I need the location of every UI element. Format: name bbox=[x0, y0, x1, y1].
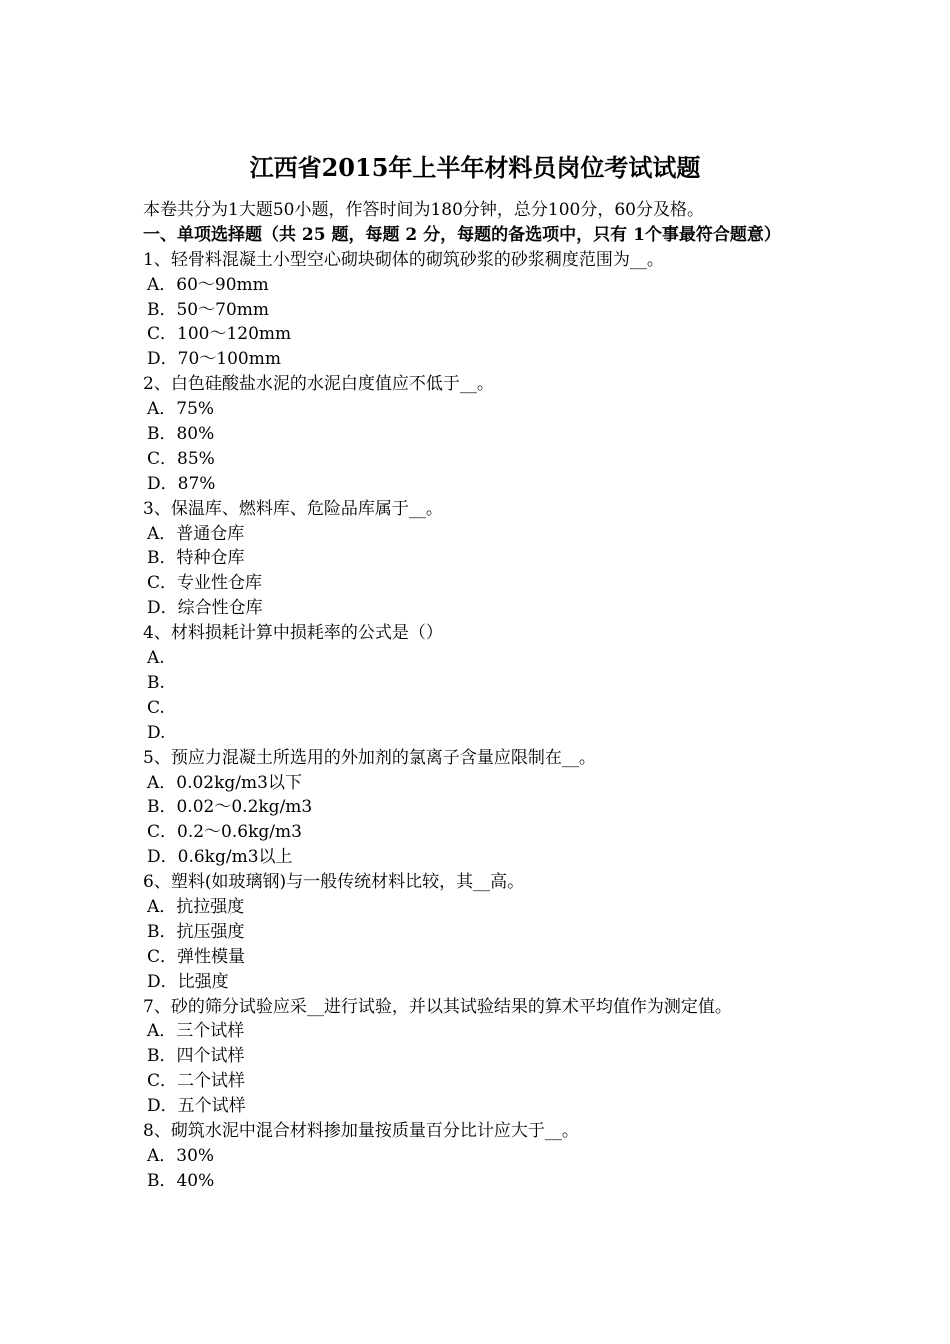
document-title: 江西省2015年上半年材料员岗位考试试题 bbox=[249, 153, 701, 182]
section-heading: 一、单项选择题（共 25 题，每题 2 分，每题的备选项中，只有 1个事最符合题意） bbox=[143, 224, 781, 245]
option-b: B．四个试样 bbox=[147, 1046, 245, 1067]
option-a: A．抗拉强度 bbox=[147, 896, 245, 917]
question-stem: 6、塑料(如玻璃钢)与一般传统材料比较，其__高。 bbox=[143, 872, 525, 893]
option-a: A．30% bbox=[147, 1145, 215, 1166]
option-d: D．0.6kg/m3以上 bbox=[147, 847, 293, 868]
question-stem: 4、材料损耗计算中损耗率的公式是（） bbox=[143, 623, 443, 644]
intro-text: 本卷共分为1大题50小题，作答时间为180分钟，总分100分，60分及格。 bbox=[143, 200, 704, 220]
option-d: D．综合性仓库 bbox=[147, 598, 263, 619]
question-4 bbox=[143, 621, 823, 745]
option-d: D．87% bbox=[147, 473, 216, 494]
question-stem: 3、保温库、燃料库、危险品库属于__。 bbox=[143, 498, 443, 519]
question-3 bbox=[143, 497, 823, 621]
question-stem: 5、预应力混凝土所选用的外加剂的氯离子含量应限制在__。 bbox=[143, 747, 596, 768]
question-stem: 1、轻骨料混凝土小型空心砌块砌体的砌筑砂浆的砂浆稠度范围为__。 bbox=[143, 249, 664, 270]
option-c: C．100～120mm bbox=[147, 324, 292, 345]
option-d: D．70～100mm bbox=[147, 349, 281, 370]
question-8 bbox=[143, 1119, 823, 1194]
option-a: A．0.02kg/m3以下 bbox=[147, 772, 302, 793]
option-b: B．特种仓库 bbox=[147, 548, 245, 569]
option-c: C．0.2～0.6kg/m3 bbox=[147, 822, 302, 843]
document-body bbox=[143, 198, 823, 1194]
option-a: A．60～90mm bbox=[147, 274, 269, 295]
question-5 bbox=[143, 746, 823, 870]
option-b: B．0.02～0.2kg/m3 bbox=[147, 797, 313, 818]
option-c: C．85% bbox=[147, 448, 215, 469]
option-a: A．75% bbox=[147, 399, 215, 420]
option-d: D．比强度 bbox=[147, 971, 229, 992]
question-stem: 8、砌筑水泥中混合材料掺加量按质量百分比计应大于__。 bbox=[143, 1120, 579, 1141]
option-c: C．二个试样 bbox=[147, 1071, 246, 1092]
option-b: B．40% bbox=[147, 1170, 215, 1191]
option-b: B．80% bbox=[147, 424, 215, 445]
question-stem: 2、白色硅酸盐水泥的水泥白度值应不低于__。 bbox=[143, 374, 494, 395]
option-a: A．三个试样 bbox=[147, 1021, 245, 1042]
question-7 bbox=[143, 995, 823, 1119]
option-c: C. bbox=[147, 697, 165, 718]
option-c: C．专业性仓库 bbox=[147, 573, 263, 594]
question-6 bbox=[143, 870, 823, 994]
question-1 bbox=[143, 248, 823, 372]
option-c: C．弹性模量 bbox=[147, 946, 246, 967]
question-2 bbox=[143, 372, 823, 496]
option-a: A．普通仓库 bbox=[147, 523, 245, 544]
option-a: A. bbox=[147, 648, 165, 669]
question-stem: 7、砂的筛分试验应采__进行试验，并以其试验结果的算术平均值作为测定值。 bbox=[143, 996, 732, 1017]
option-b: B．50～70mm bbox=[147, 299, 269, 320]
option-d: D. bbox=[147, 722, 166, 743]
option-b: B．抗压强度 bbox=[147, 921, 245, 942]
option-d: D．五个试样 bbox=[147, 1096, 246, 1117]
option-b: B. bbox=[147, 672, 165, 693]
